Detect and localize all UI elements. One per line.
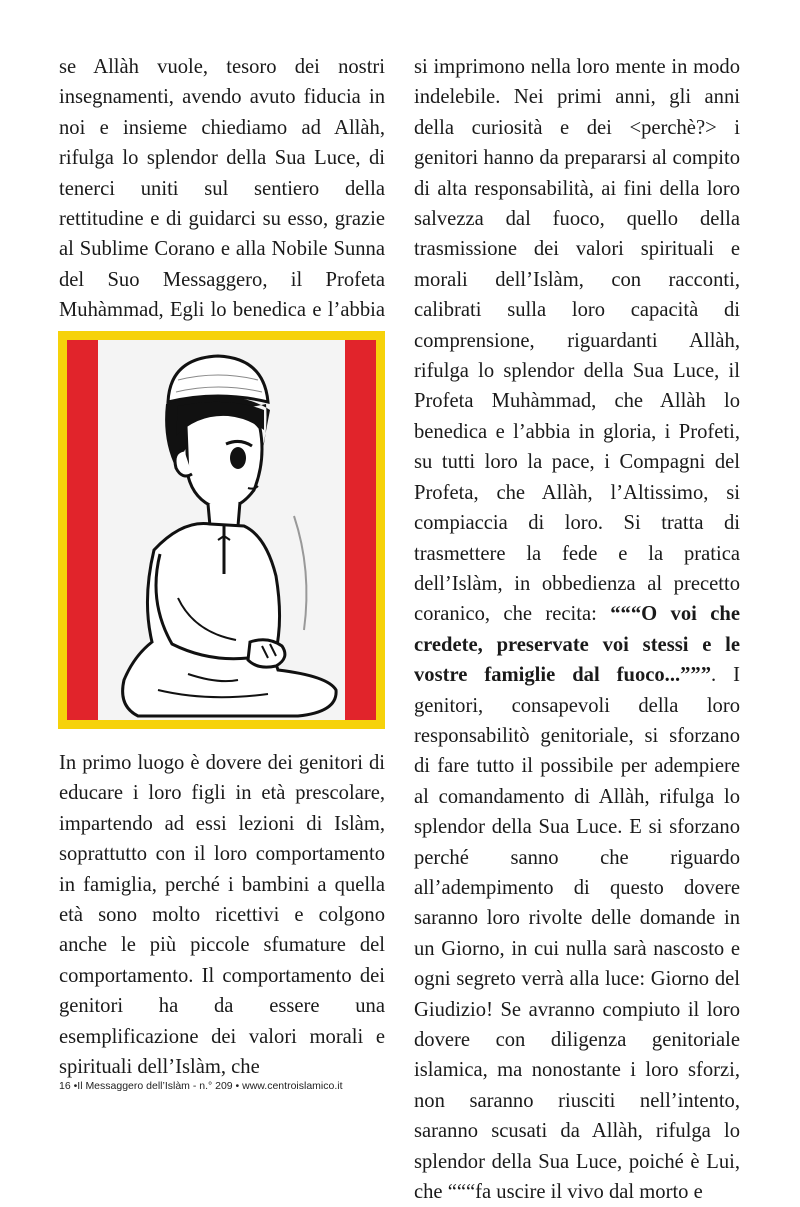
page-footer: 16 •Il Messaggero dell’Islàm - n.° 209 • www.centroislamico.it [59, 1080, 343, 1092]
kneeling-boy-illustration [98, 340, 345, 720]
left-column-bottom [59, 748, 385, 1082]
illustration-frame [58, 331, 385, 729]
red-stripe-left [67, 340, 98, 720]
left-column-top [59, 52, 385, 356]
paragraph-right [414, 52, 740, 1207]
red-stripe-right [345, 340, 376, 720]
text-after-quote: . I genitori, consapevoli della loro responsabilitò genitoriale, si sforzano di fare tutto il possibile per adempiere al comandamento di Allàh, rifulga lo splendor della Sua Luce. E si sforzano perché sanno che riguardo all’adempimento di questo dovere saranno loro rivolte delle domande in un Giorno, in cui nulla sarà nascosto e ogni segreto verrà alla luce: Giorno del Giudizio! Se avranno compiuto il loro dovere con diligenza genitoriale islamica, ma nonostante i loro sforzi, non saranno riusciti nell’intento, saranno scusati da Allàh, rifulga lo splendor della Sua Luce, poiché è Lui, che “““fa uscire il vivo dal morto e [414, 664, 740, 1204]
paragraph-intro-continued: se Allàh vuole, tesoro dei nostri insegnamenti, avendo avuto fiducia in noi e insieme chiediamo ad Allàh, rifulga lo splendor della Sua Luce, di tenerci uniti sul sentiero della rettitudine e di guidarci su esso, grazie al Sublime Corano e alla Nobile Sunna del Suo Messaggero, il Profeta Muhàmmad, Egli lo benedica e l’abbia [59, 56, 385, 322]
right-column [414, 52, 740, 1207]
text-before-quote: si imprimono nella loro mente in modo indelebile. Nei primi anni, gli anni della curiosità e dei <perchè?> i genitori hanno da prepararsi al compito di alta responsabilità, ai fini della loro salvezza dal fuoco, quello della trasmissione dei valori spirituali e morali dell’Islàm, con racconti, calibrati sulla loro capacità di comprensione, riguardanti Allàh, rifulga lo splendor della Sua Luce, il Profeta Muhàmmad, che Allàh lo benedica e l’abbia in gloria, i Profeti, su tutti loro la pace, i Compagni del Profeta, che Allàh, l’Altissimo, si compiaccia di loro. Si tratta di trasmettere la fede e la pratica dell’Islàm, in obbedienza al precetto coranico, che recita: [414, 56, 740, 626]
paragraph-parents-duty: In primo luogo è dovere dei genitori di educare i loro figli in età prescolare, impartendo ad essi lezioni di Islàm, soprattutto con il loro comportamento in famiglia, perché i bambini a quella età sono molto ricettivi e colgono anche le più piccole sfumature del comportamento. Il comportamento dei genitori ha da essere una esemplificazione dei valori morali e spirituali dell’Islàm, che [59, 752, 385, 1079]
quran-quote: “““O voi che credete, preservate voi stessi e le vostre famiglie dal fuoco...””” [414, 603, 740, 687]
